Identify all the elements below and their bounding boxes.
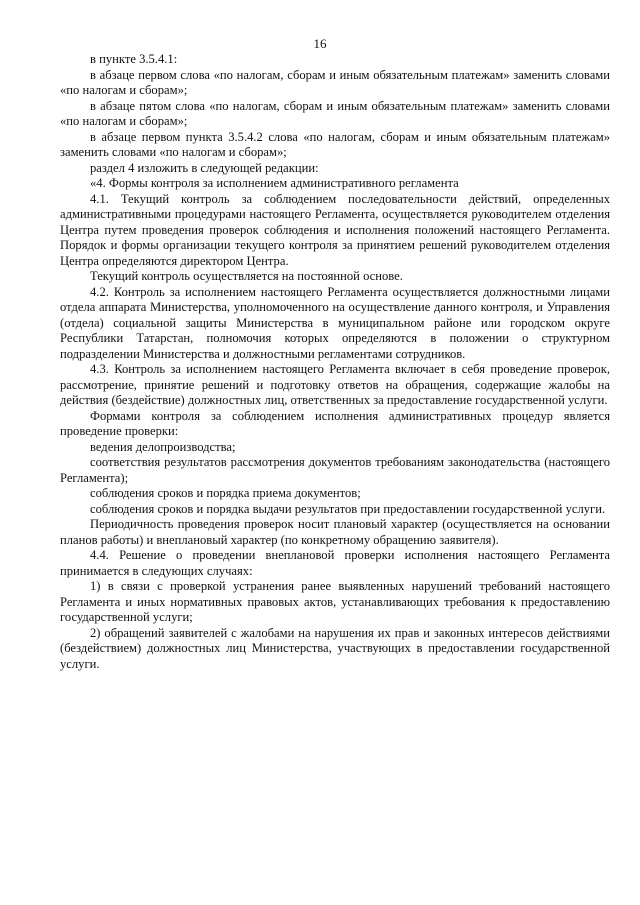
list-item: соблюдения сроков и порядка выдачи результатов при предоставлении государственной услуги.	[90, 501, 606, 516]
paragraph: Текущий контроль осуществляется на постоянной основе.	[90, 269, 403, 283]
paragraph: 4.1. Текущий контроль за соблюдением последовательности действий, определенных административными процедурами настоящего Регламента, осуществляется руководителем отделения Центра путем проведения проверок соблюдения и исполнения положений настоящего Регламента. Порядок и формы организации текущего контроля за принятием решений руководителем отделения Центра определяются директором Центра.	[60, 191, 610, 268]
list-item: соблюдения сроков и порядка приема документов;	[90, 486, 361, 500]
paragraph: 4.3. Контроль за исполнением настоящего Регламента включает в себя проведение проверок, рассмотрение, принятие решений и подготовку ответов на обращения, содержащие жалобы на действия (бездействие) должностных лиц, ответственных за предоставление государственной услуги.	[60, 362, 610, 407]
paragraph: в пункте 3.5.4.1:	[90, 52, 178, 66]
paragraph: в абзаце первом пункта 3.5.4.2 слова «по налогам, сборам и иным обязательным платежам» заменить словами «по налогам и сборам»;	[60, 129, 610, 159]
document-body	[60, 52, 610, 672]
list-item: соответствия результатов рассмотрения документов требованиям законодательства (настоящего Регламента);	[60, 455, 610, 485]
page-number: 16	[313, 36, 327, 51]
list-item: ведения делопроизводства;	[90, 439, 236, 454]
list-item: 1) в связи с проверкой устранения ранее выявленных нарушений требований настоящего Регламента и иных нормативных правовых актов, устанавливающих требования к предоставлению государственной услуги;	[60, 579, 610, 624]
paragraph: в абзаце первом слова «по налогам, сборам и иным обязательным платежам» заменить словами «по налогам и сборам»;	[60, 67, 610, 97]
list-item: 2) обращений заявителей с жалобами на нарушения их прав и законных интересов действиями (бездействием) должностных лиц Министерства, участвующих в предоставлении государственной услуги.	[60, 625, 610, 671]
paragraph: раздел 4 изложить в следующей редакции:	[90, 160, 319, 175]
paragraph: в абзаце пятом слова «по налогам, сборам и иным обязательным платежам» заменить словами «по налогам и сборам»;	[60, 98, 610, 128]
paragraph: Формами контроля за соблюдением исполнения административных процедур является проведение проверки:	[60, 408, 610, 438]
paragraph: Периодичность проведения проверок носит плановый характер (осуществляется на основании планов работы) и внеплановый характер (по конкретному обращению заявителя).	[60, 517, 610, 547]
section-heading: «4. Формы контроля за исполнением административного регламента	[90, 176, 459, 190]
paragraph: 4.4. Решение о проведении внеплановой проверки исполнения настоящего Регламента принимается в следующих случаях:	[60, 548, 610, 578]
paragraph: 4.2. Контроль за исполнением настоящего Регламента осуществляется должностными лицами отдела аппарата Министерства, уполномоченного на осуществление данного контроля, и Управления (отдела) социальной защиты Министерства в муниципальном районе или городском округе Республики Татарстан, полномочия которых определяются в положении о структурном подразделении Министерства и должностными регламентами сотрудников.	[60, 284, 610, 361]
